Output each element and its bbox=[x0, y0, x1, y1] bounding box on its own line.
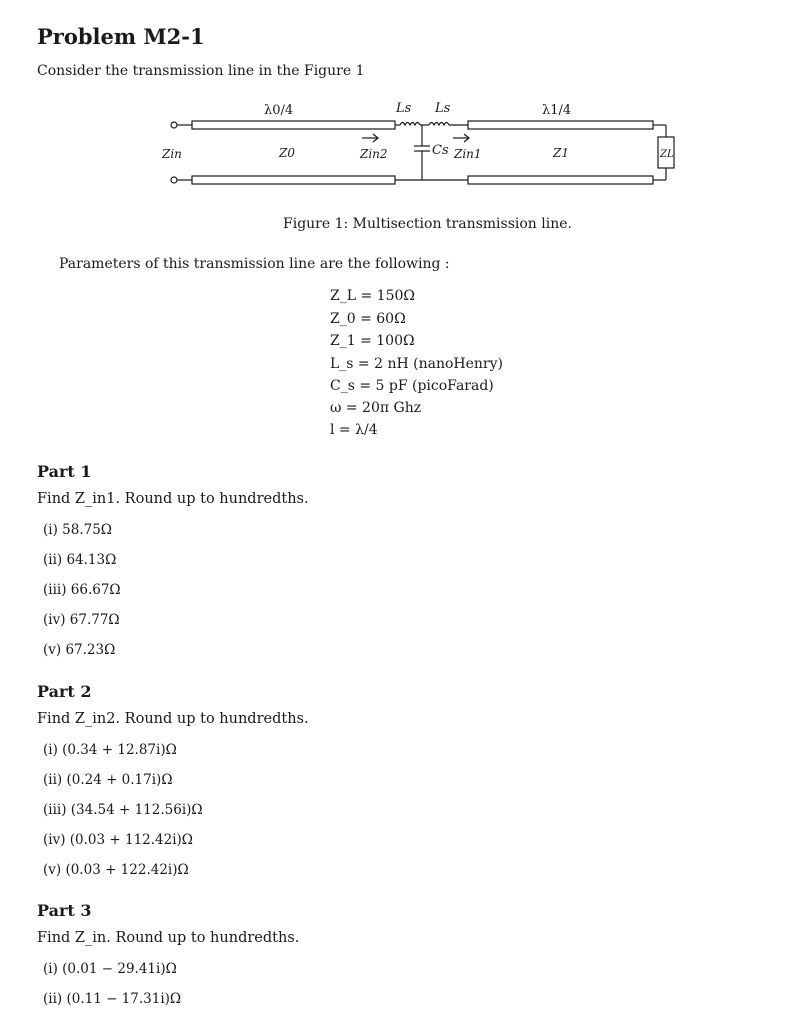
label-lambda1: λ1/4 bbox=[542, 103, 572, 118]
label-ls-left: Ls bbox=[396, 101, 412, 116]
label-lambda0: λ0/4 bbox=[264, 103, 294, 118]
parameter-item: ω = 20π Ghz bbox=[330, 400, 422, 416]
parameter-item: C_s = 5 pF (picoFarad) bbox=[330, 378, 494, 394]
answer-option[interactable]: (ii) (0.11 − 17.31i)Ω bbox=[43, 991, 182, 1007]
label-zin2: Zin2 bbox=[360, 147, 388, 161]
answer-option[interactable]: (i) 58.75Ω bbox=[43, 522, 112, 538]
parameter-item: Z_L = 150Ω bbox=[330, 288, 415, 304]
parameter-item: Z_1 = 100Ω bbox=[330, 333, 415, 349]
inductor-right bbox=[429, 123, 449, 126]
parameter-item: Z_0 = 60Ω bbox=[330, 311, 406, 327]
input-terminal-top bbox=[171, 122, 177, 128]
label-zin1: Zin1 bbox=[454, 147, 482, 161]
part-title: Part 3 bbox=[37, 901, 92, 920]
answer-option[interactable]: (v) 67.23Ω bbox=[43, 642, 116, 658]
part-question: Find Z_in1. Round up to hundredths. bbox=[37, 491, 309, 507]
answer-option[interactable]: (iv) (0.03 + 112.42i)Ω bbox=[43, 832, 194, 848]
input-terminal-bottom bbox=[171, 177, 177, 183]
answer-option[interactable]: (v) (0.03 + 122.42i)Ω bbox=[43, 862, 189, 878]
label-zl: ZL bbox=[660, 149, 674, 160]
intro-text: Consider the transmission line in the Figure 1 bbox=[37, 63, 365, 79]
label-ls-right: Ls bbox=[435, 101, 451, 116]
parameters-intro: Parameters of this transmission line are the following : bbox=[59, 256, 450, 272]
answer-option[interactable]: (iii) 66.67Ω bbox=[43, 582, 121, 598]
label-cs: Cs bbox=[432, 143, 449, 158]
answer-option[interactable]: (i) (0.01 − 29.41i)Ω bbox=[43, 961, 177, 977]
z0-top-conductor bbox=[192, 121, 395, 129]
answer-option[interactable]: (iv) 67.77Ω bbox=[43, 612, 120, 628]
label-z1: Z1 bbox=[553, 146, 569, 160]
answer-option[interactable]: (ii) (0.24 + 0.17i)Ω bbox=[43, 772, 173, 788]
z1-top-conductor bbox=[468, 121, 653, 129]
inductor-left bbox=[400, 123, 420, 126]
answer-option[interactable]: (i) (0.34 + 12.87i)Ω bbox=[43, 742, 177, 758]
part-question: Find Z_in. Round up to hundredths. bbox=[37, 930, 300, 946]
label-zin: Zin bbox=[162, 147, 182, 161]
transmission-line-figure bbox=[160, 96, 690, 196]
label-z0: Z0 bbox=[279, 146, 295, 160]
z0-bottom-conductor bbox=[192, 176, 395, 184]
part-title: Part 2 bbox=[37, 682, 92, 701]
answer-option[interactable]: (ii) 64.13Ω bbox=[43, 552, 117, 568]
page-title: Problem M2-1 bbox=[37, 24, 205, 49]
figure-caption: Figure 1: Multisection transmission line. bbox=[283, 216, 572, 232]
parameter-item: l = λ/4 bbox=[330, 422, 378, 438]
parameter-item: L_s = 2 nH (nanoHenry) bbox=[330, 356, 503, 372]
part-title: Part 1 bbox=[37, 462, 92, 481]
z1-bottom-conductor bbox=[468, 176, 653, 184]
answer-option[interactable]: (iii) (34.54 + 112.56i)Ω bbox=[43, 802, 203, 818]
part-question: Find Z_in2. Round up to hundredths. bbox=[37, 711, 309, 727]
